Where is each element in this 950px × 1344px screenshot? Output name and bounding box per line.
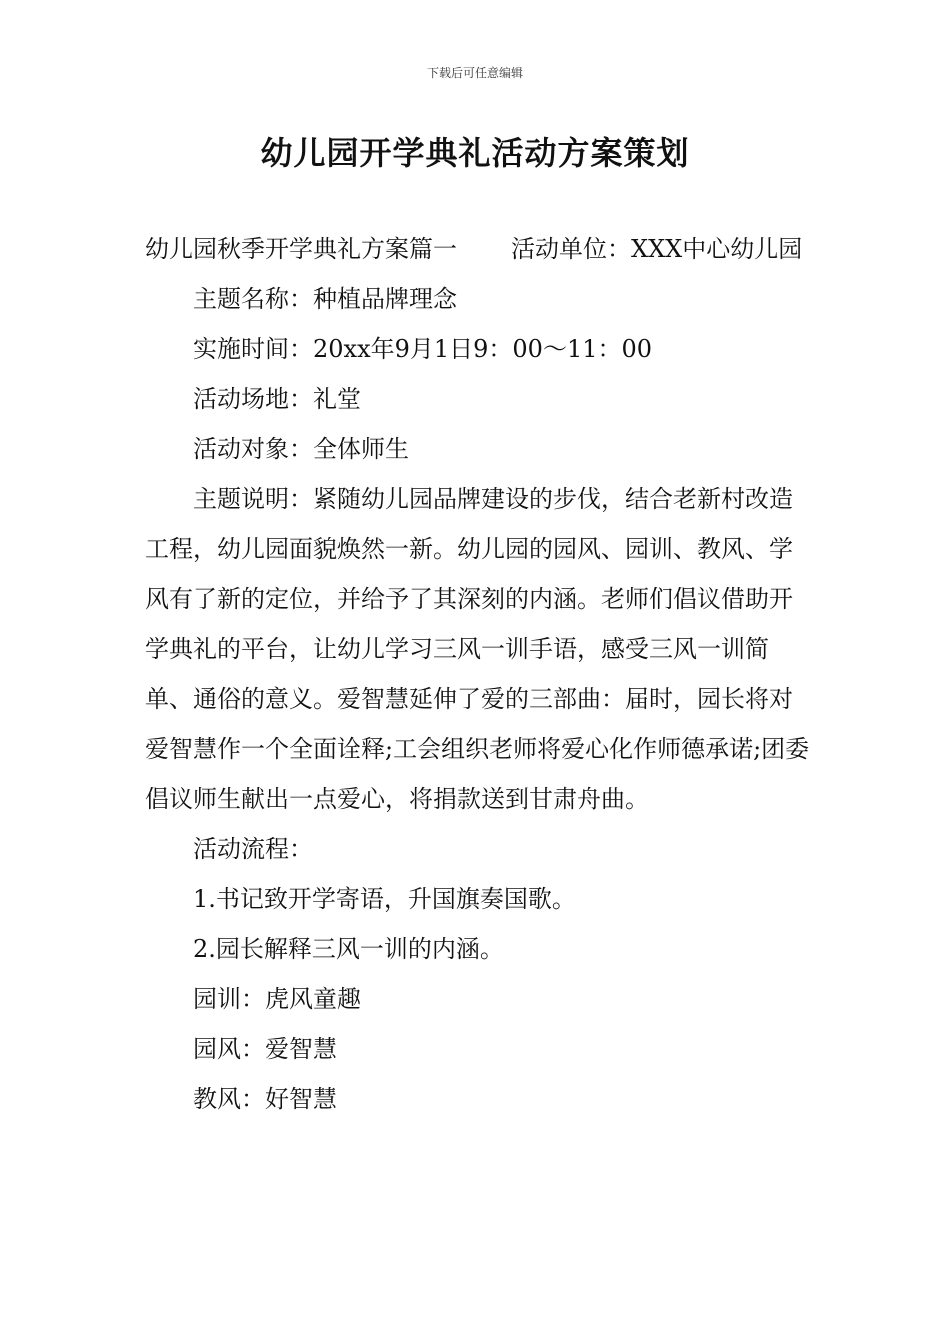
motto-teaching: 教风：好智慧 bbox=[193, 1085, 337, 1113]
process-step-1: 1.书记致开学寄语，升国旗奏国歌。 bbox=[193, 885, 576, 913]
process-step-2: 2.园长解释三风一训的内涵。 bbox=[193, 935, 504, 963]
document-body bbox=[145, 224, 810, 1124]
intro-paragraph bbox=[145, 224, 810, 274]
intro-unit: 活动单位：XXX中心幼儿园 bbox=[511, 235, 803, 263]
venue: 活动场地：礼堂 bbox=[193, 385, 361, 413]
motto-training: 园训：虎风童趣 bbox=[193, 985, 361, 1013]
motto-style: 园风：爱智慧 bbox=[193, 1035, 337, 1063]
participants: 活动对象：全体师生 bbox=[193, 435, 409, 463]
intro-label: 幼儿园秋季开学典礼方案篇一 bbox=[145, 235, 457, 263]
schedule-time: 实施时间：20xx年9月1日9：00～11：00 bbox=[193, 335, 653, 363]
document-title: 幼儿园开学典礼活动方案策划 bbox=[260, 134, 690, 172]
theme-name: 主题名称：种植品牌理念 bbox=[193, 285, 457, 313]
theme-description: 主题说明：紧随幼儿园品牌建设的步伐，结合老新村改造工程，幼儿园面貌焕然一新。幼儿园的园风、园训、教风、学风有了新的定位，并给予了其深刻的内涵。老师们倡议借助开学典礼的平台，让幼儿学习三风一训手语，感受三风一训简单、通俗的意义。爱智慧延伸了爱的三部曲：届时，园长将对爱智慧作一个全面诠释;工会组织老师将爱心化作师德承诺;团委倡议师生献出一点爱心，将捐款送到甘肃舟曲。 bbox=[145, 485, 810, 813]
header-note: 下载后可任意编辑 bbox=[426, 66, 523, 80]
process-heading: 活动流程： bbox=[193, 835, 313, 863]
